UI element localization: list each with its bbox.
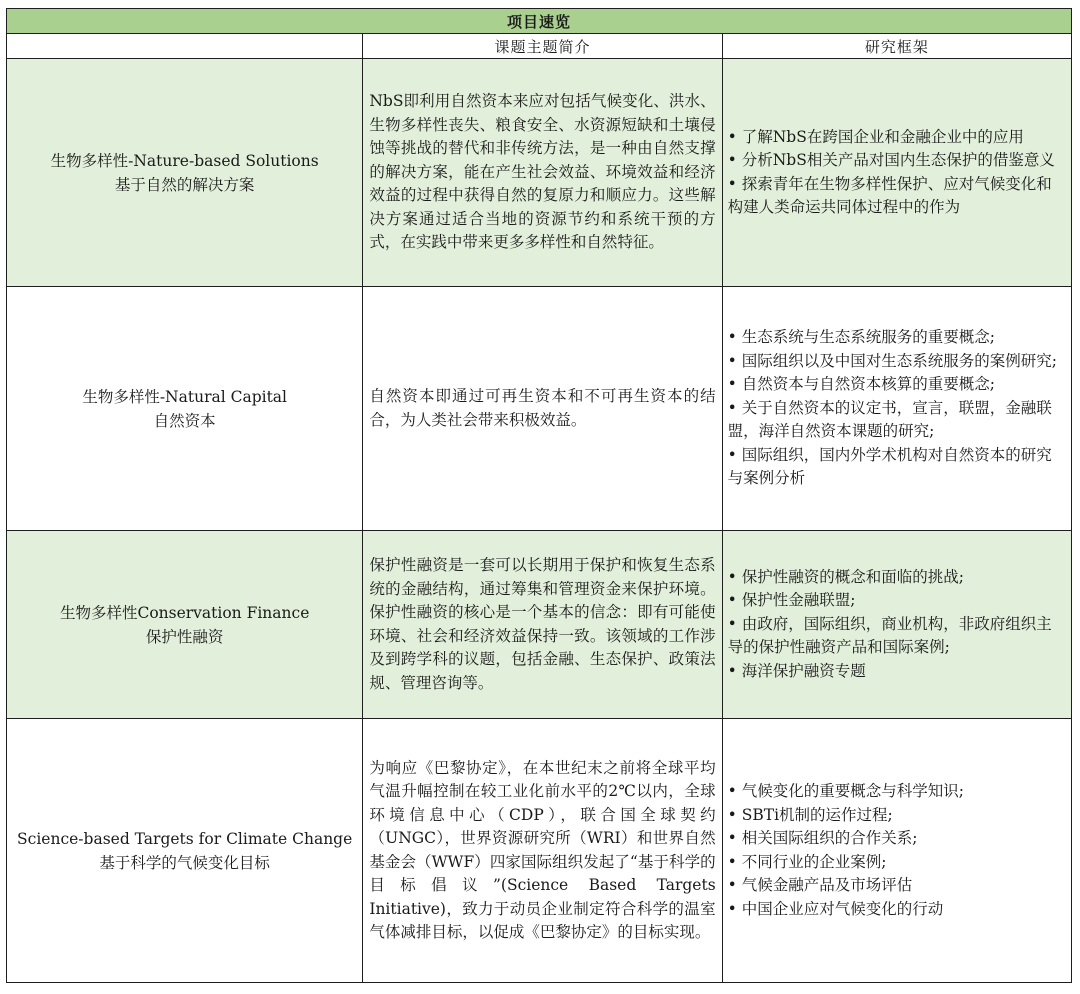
header-framework: 研究框架 — [722, 34, 1071, 59]
framework-item: • 探索青年在生物多样性保护、应对气候变化和构建人类命运共同体过程中的作为 — [727, 174, 1052, 216]
table-row — [7, 287, 1072, 531]
topic-english: 生物多样性Conservation Finance — [59, 603, 310, 622]
framework-item: • 分析NbS相关产品对国内生态保护的借鉴意义 — [727, 151, 1055, 169]
framework-item: • 相关国际组织的合作关系; — [727, 829, 918, 847]
framework-item: • 了解NbS在跨国企业和金融企业中的应用 — [727, 127, 1024, 146]
framework-item: • 由政府，国际组织，商业机构，非政府组织主导的保护性融资产品和国际案例; — [727, 614, 1052, 657]
header-intro: 课题主题简介 — [363, 34, 722, 59]
framework-cell — [722, 287, 1071, 531]
framework-item: • 保护性金融联盟; — [727, 591, 856, 610]
framework-item: • 气候金融产品及市场评估 — [727, 876, 913, 894]
topic-cell — [7, 59, 363, 287]
table-title-row — [7, 9, 1072, 34]
table-header-row — [7, 34, 1072, 59]
framework-cell — [722, 531, 1071, 719]
framework-item: • 不同行业的企业案例; — [727, 852, 887, 871]
intro-cell: 为响应《巴黎协定》，在本世纪末之前将全球平均气温升幅控制在较工业化前水平的2℃以内，全球环境信息中心（CDP），联合国全球契约（UNGC），世界资源研究所（WRI）和世界自然基金会（WWF）四家国际组织发起了“基于科学的目标倡议”(Science Based Targets Initiative)，致力于动员企业制定符合科学的温室气体减排目标，以促成《巴黎协定》的目标实现。 — [363, 719, 722, 983]
table-row — [7, 531, 1072, 719]
header-topic — [7, 34, 363, 59]
framework-item: • 海洋保护融资专题 — [727, 661, 866, 680]
table-row — [7, 719, 1072, 983]
table-row — [7, 59, 1072, 287]
intro-cell: NbS即利用自然资本来应对包括气候变化、洪水、生物多样性丧失、粮食安全、水资源短缺和土壤侵蚀等挑战的替代和非传统方法，是一种由自然支撑的解决方案，能在产生社会效益、环境效益和经济效益的过程中获得自然的复原力和顺应力。这些解决方案通过适合当地的资源节约和系统干预的方式，在实践中带来更多多样性和自然特征。 — [363, 59, 722, 287]
project-overview-table — [6, 8, 1072, 983]
framework-item: • 保护性融资的概念和面临的挑战; — [727, 567, 964, 586]
topic-english: 生物多样性-Nature-based Solutions — [50, 151, 319, 170]
framework-item: • 生态系统与生态系统服务的重要概念; — [727, 328, 995, 347]
framework-cell — [722, 719, 1071, 983]
framework-item: • 国际组织，国内外学术机构对自然资本的研究与案例分析 — [727, 445, 1052, 488]
topic-english: Science-based Targets for Climate Change — [17, 829, 353, 848]
topic-chinese: 保护性融资 — [145, 627, 224, 646]
topic-cell — [7, 287, 363, 531]
intro-cell: 自然资本即通过可再生资本和不可再生资本的结合，为人类社会带来积极效益。 — [363, 287, 722, 531]
framework-cell — [722, 59, 1071, 287]
framework-item: • 自然资本与自然资本核算的重要概念; — [727, 375, 995, 394]
intro-cell: 保护性融资是一套可以长期用于保护和恢复生态系统的金融结构，通过筹集和管理资金来保护环境。保护性融资的核心是一个基本的信念：即有可能使环境、社会和经济效益保持一致。该领域的工作涉及到跨学科的议题，包括金融、生态保护、政策法规、管理咨询等。 — [363, 531, 722, 719]
table-title: 项目速览 — [7, 9, 1072, 34]
framework-item: • 国际组织以及中国对生态系统服务的案例研究; — [727, 351, 1057, 370]
topic-chinese: 自然资本 — [153, 411, 216, 430]
topic-english: 生物多样性-Natural Capital — [82, 387, 288, 406]
framework-item: • 气候变化的重要概念与科学知识; — [727, 782, 964, 800]
framework-item: • SBTi机制的运作过程; — [727, 805, 893, 824]
topic-cell — [7, 531, 363, 719]
framework-item: • 中国企业应对气候变化的行动 — [727, 899, 944, 918]
framework-item: • 关于自然资本的议定书，宣言，联盟，金融联盟，海洋自然资本课题的研究; — [727, 398, 1052, 441]
topic-cell — [7, 719, 363, 983]
topic-chinese: 基于科学的气候变化目标 — [99, 853, 270, 872]
topic-chinese: 基于自然的解决方案 — [114, 175, 255, 194]
